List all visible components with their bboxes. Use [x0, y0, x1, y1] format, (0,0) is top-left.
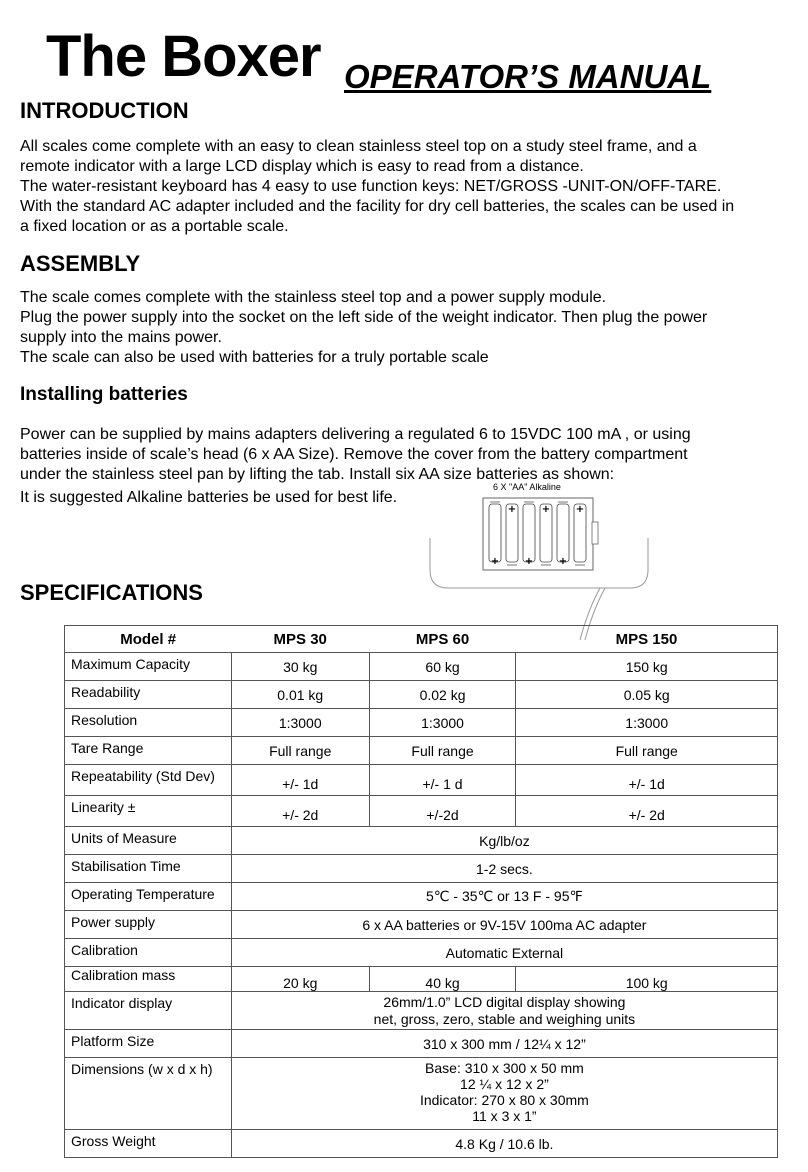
header-cell: MPS 30	[231, 626, 369, 653]
row-label: Units of Measure	[65, 827, 232, 855]
table-cell: 30 kg	[231, 653, 369, 681]
text-line: under the stainless steel pan by lifting the tab. Install six AA size batteries as shown:	[20, 466, 615, 483]
table-cell: 5℃ - 35℃ or 13 F - 95℉	[231, 883, 777, 911]
battery-diagram-label: 6 X "AA" Alkaline	[493, 482, 561, 492]
text-line: remote indicator with a large LCD display which is easy to read from a distance.	[20, 158, 584, 175]
table-cell: 1:3000	[369, 709, 516, 737]
introduction-text	[20, 137, 800, 237]
table-cell: 60 kg	[369, 653, 516, 681]
table-row	[65, 709, 778, 737]
table-row	[65, 883, 778, 911]
brand-title: The Boxer	[46, 24, 321, 89]
table-row	[65, 992, 778, 1030]
table-cell: +/- 2d	[231, 796, 369, 827]
table-cell: Full range	[369, 737, 516, 765]
row-label: Calibration mass	[65, 967, 232, 992]
table-row	[65, 737, 778, 765]
table-row	[65, 765, 778, 796]
table-header-row	[65, 626, 778, 653]
table-row	[65, 1058, 778, 1130]
row-label: Gross Weight	[65, 1130, 232, 1158]
table-cell: +/- 1d	[516, 765, 778, 796]
assembly-text	[20, 288, 800, 368]
table-cell: +/- 1d	[231, 765, 369, 796]
table-row	[65, 911, 778, 939]
row-label: Repeatability (Std Dev)	[65, 765, 232, 796]
row-label: Maximum Capacity	[65, 653, 232, 681]
table-cell: 0.01 kg	[231, 681, 369, 709]
text-line: The scale can also be used with batteries for a truly portable scale	[20, 349, 489, 366]
row-label: Resolution	[65, 709, 232, 737]
batteries-text	[20, 425, 800, 485]
row-label: Dimensions (w x d x h)	[65, 1058, 232, 1130]
manual-title: OPERATOR’S MANUAL	[344, 58, 712, 95]
table-cell: 100 kg	[516, 967, 778, 992]
table-cell: 1:3000	[516, 709, 778, 737]
text-line: supply into the mains power.	[20, 329, 222, 346]
text-line: Power can be supplied by mains adapters delivering a regulated 6 to 15VDC 100 mA , or using	[20, 426, 691, 443]
text-line: a fixed location or as a portable scale.	[20, 218, 289, 235]
table-row	[65, 681, 778, 709]
table-cell: 0.05 kg	[516, 681, 778, 709]
table-cell: +/- 1 d	[369, 765, 516, 796]
table-cell	[231, 992, 777, 1030]
table-cell: 150 kg	[516, 653, 778, 681]
row-label: Indicator display	[65, 992, 232, 1030]
cell-line: 26mm/1.0” LCD digital display showing	[383, 993, 626, 1010]
row-label: Tare Range	[65, 737, 232, 765]
svg-text:+: +	[558, 556, 568, 567]
table-cell: +/-2d	[369, 796, 516, 827]
introduction-heading: INTRODUCTION	[20, 98, 189, 123]
row-label: Power supply	[65, 911, 232, 939]
table-cell: 0.02 kg	[369, 681, 516, 709]
table-row	[65, 967, 778, 992]
svg-text:+: +	[541, 504, 551, 515]
table-cell: 4.8 Kg / 10.6 lb.	[231, 1130, 777, 1158]
cell-line: 12 ¼ x 12 x 2”	[460, 1076, 549, 1092]
cell-line: Indicator: 270 x 80 x 30mm	[419, 1092, 589, 1108]
table-cell: Full range	[516, 737, 778, 765]
text-line: Plug the power supply into the socket on the left side of the weight indicator. Then plug the power	[20, 309, 708, 326]
table-cell: 6 x AA batteries or 9V-15V 100ma AC adapter	[231, 911, 777, 939]
row-label: Platform Size	[65, 1030, 232, 1058]
specifications-heading: SPECIFICATIONS	[20, 580, 203, 605]
text-line: batteries inside of scale’s head (6 x AA Size). Remove the cover from the battery compartment	[20, 446, 688, 463]
header-cell: MPS 60	[369, 626, 516, 653]
table-row	[65, 653, 778, 681]
row-label: Calibration	[65, 939, 232, 967]
text-line: The scale comes complete with the stainless steel top and a power supply module.	[20, 289, 607, 306]
specifications-table	[64, 625, 778, 1158]
table-cell: 1:3000	[231, 709, 369, 737]
cell-line: net, gross, zero, stable and weighing units	[373, 1010, 636, 1027]
batteries-note: It is suggested Alkaline batteries be used for best life.	[20, 489, 398, 506]
table-row	[65, 827, 778, 855]
row-label: Linearity ±	[65, 796, 232, 827]
cell-line: 11 x 3 x 1”	[472, 1108, 537, 1124]
row-label: Operating Temperature	[65, 883, 232, 911]
assembly-heading: ASSEMBLY	[20, 251, 141, 276]
table-cell: Kg/lb/oz	[231, 827, 777, 855]
row-label: Stabilisation Time	[65, 855, 232, 883]
table-row	[65, 796, 778, 827]
svg-text:+: +	[490, 556, 500, 567]
table-row	[65, 939, 778, 967]
table-cell: Automatic External	[231, 939, 777, 967]
table-cell: 1-2 secs.	[231, 855, 777, 883]
battery-diagram	[420, 490, 660, 640]
header-cell: Model #	[65, 626, 232, 653]
svg-text:+: +	[575, 504, 585, 515]
text-line: The water-resistant keyboard has 4 easy to use function keys: NET/GROSS -UNIT-ON/OFF-TARE.	[20, 178, 722, 195]
table-cell	[231, 1058, 777, 1130]
batteries-heading: Installing batteries	[20, 384, 188, 405]
text-line: All scales come complete with an easy to clean stainless steel top on a study steel frame, and a	[20, 138, 697, 155]
table-cell: 40 kg	[369, 967, 516, 992]
table-cell: Full range	[231, 737, 369, 765]
table-row	[65, 1130, 778, 1158]
svg-text:+: +	[524, 556, 534, 567]
table-cell: 20 kg	[231, 967, 369, 992]
table-row	[65, 1030, 778, 1058]
table-cell: 310 x 300 mm / 12¼ x 12”	[231, 1030, 777, 1058]
table-cell: +/- 2d	[516, 796, 778, 827]
text-line: With the standard AC adapter included and the facility for dry cell batteries, the scales can be used in	[20, 198, 735, 215]
svg-text:+: +	[507, 504, 517, 515]
row-label: Readability	[65, 681, 232, 709]
table-row	[65, 855, 778, 883]
cell-line: Base: 310 x 300 x 50 mm	[425, 1060, 584, 1076]
header-cell: MPS 150	[516, 626, 778, 653]
